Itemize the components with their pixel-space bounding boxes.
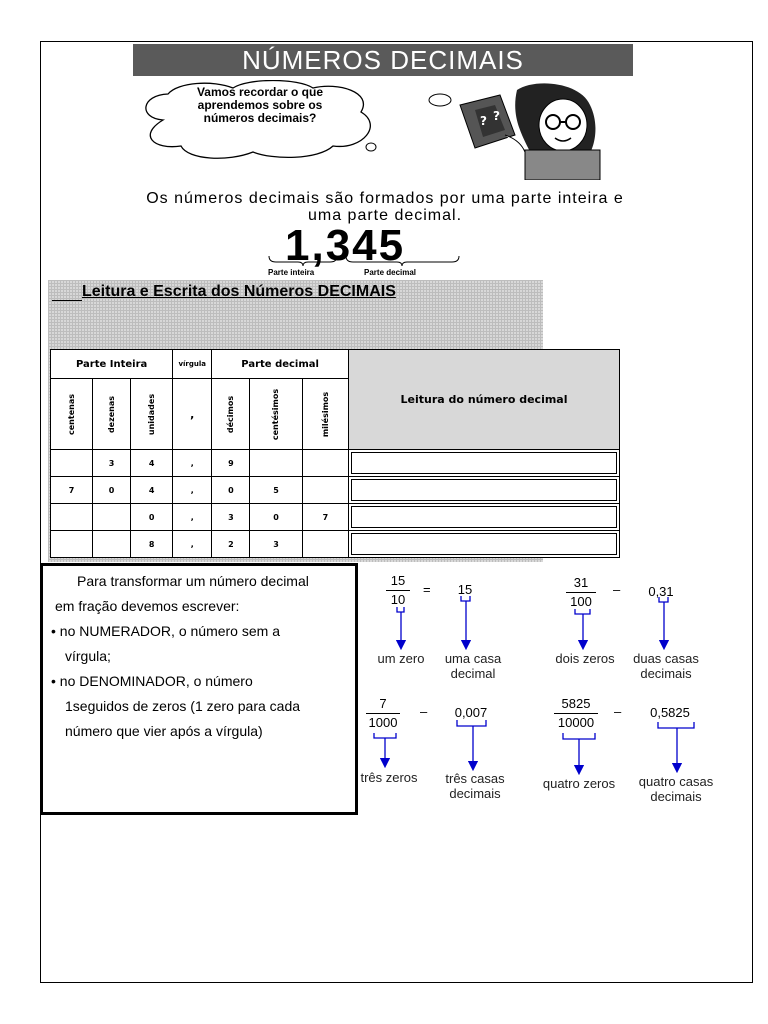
header-centesimos: centésimos <box>271 388 281 440</box>
cell-virgula: , <box>173 504 212 531</box>
cell-centesimos: 5 <box>250 477 302 504</box>
example-3-decimal: 0,007 <box>454 705 488 720</box>
cell-dezenas <box>92 504 130 531</box>
cell-virgula: , <box>173 531 212 558</box>
section-title: Leitura e Escrita dos Números DECIMAIS <box>82 283 396 300</box>
cell-centenas: 7 <box>51 477 93 504</box>
leitura-input[interactable] <box>351 452 617 474</box>
cell-unidades: 0 <box>131 504 173 531</box>
cell-milesimos: 7 <box>302 504 348 531</box>
example-1-fraction-bar <box>386 590 410 591</box>
leitura-header: Leitura do número decimal <box>349 350 620 450</box>
box-bullet-2: • no DENOMINADOR, o número <box>51 673 253 689</box>
cell-centenas <box>51 504 93 531</box>
box-bullet-1-cont: vírgula; <box>65 648 111 664</box>
cell-decimos: 2 <box>212 531 250 558</box>
cell-decimos: 0 <box>212 477 250 504</box>
parte-inteira-label: Parte inteira <box>268 268 315 277</box>
group-parte-decimal: Parte decimal <box>212 350 349 379</box>
thought-bubble-icon <box>426 90 456 110</box>
example-4-den-label: quatro zeros <box>542 776 616 791</box>
example-4-operator: – <box>614 704 622 719</box>
page-title: NÚMEROS DECIMAIS <box>133 44 633 76</box>
brace-parte-inteira <box>268 256 338 266</box>
cell-unidades: 4 <box>131 477 173 504</box>
example-2-fraction-bar <box>566 592 596 593</box>
example-number: 1,345 <box>285 221 406 270</box>
leitura-input[interactable] <box>351 533 617 555</box>
box-bullet-2-text: no DENOMINADOR, o número <box>59 673 253 689</box>
box-bullet-1-text: no NUMERADOR, o número sem a <box>59 623 280 639</box>
cell-milesimos <box>302 450 348 477</box>
example-2-decimal: 0,31 <box>648 584 674 599</box>
cell-milesimos <box>302 477 348 504</box>
example-3-den-label: três zeros <box>360 770 418 785</box>
cell-milesimos <box>302 531 348 558</box>
header-milesimos: milésimos <box>320 391 330 437</box>
table-row <box>51 531 620 558</box>
example-3-numerator: 7 <box>379 696 387 711</box>
example-1-numerator: 15 <box>390 573 406 588</box>
example-1-operator: = <box>423 582 431 597</box>
cell-virgula: , <box>173 450 212 477</box>
table-row <box>51 477 620 504</box>
example-1-den-label: um zero <box>377 651 425 666</box>
header-virgula: , <box>173 379 212 450</box>
example-4-denominator: 10000 <box>557 715 595 730</box>
cell-decimos: 9 <box>212 450 250 477</box>
cell-centenas <box>51 531 93 558</box>
intro-text: Os números decimais são formados por uma parte inteira e uma parte decimal. <box>146 190 624 224</box>
example-3-denominator: 1000 <box>368 715 398 730</box>
example-1-decimal: 15 <box>457 582 473 597</box>
example-1-denominator: 10 <box>390 592 406 607</box>
group-parte-inteira: Parte Inteira <box>51 350 173 379</box>
box-bullet-2-cont: 1seguidos de zeros (1 zero para cada <box>65 698 301 714</box>
cell-unidades: 8 <box>131 531 173 558</box>
example-4-dec-label: quatro casas decimais <box>638 774 714 804</box>
example-3-dec-label: três casas decimais <box>445 771 505 801</box>
example-2-den-label: dois zeros <box>555 651 615 666</box>
cell-centesimos <box>250 450 302 477</box>
section-title-underline <box>52 300 82 301</box>
explanation-box <box>40 563 358 815</box>
cell-decimos: 3 <box>212 504 250 531</box>
example-2-denominator: 100 <box>570 594 592 609</box>
example-4-numerator: 5825 <box>561 696 591 711</box>
box-line-1: Para transformar um número decimal <box>77 573 309 589</box>
header-unidades: unidades <box>147 393 157 435</box>
cell-centesimos: 0 <box>250 504 302 531</box>
header-dezenas: dezenas <box>107 395 117 433</box>
example-4-decimal: 0,5825 <box>650 705 690 720</box>
box-bullet-2-cont2: número que vier após a vírgula) <box>65 723 263 739</box>
leitura-input[interactable] <box>351 506 617 528</box>
leitura-input[interactable] <box>351 479 617 501</box>
cell-dezenas: 0 <box>92 477 130 504</box>
svg-text:?: ? <box>493 109 500 123</box>
place-value-table <box>50 349 620 558</box>
example-1-dec-label: uma casa decimal <box>444 651 502 681</box>
example-2-dec-label: duas casas decimais <box>633 651 699 681</box>
cell-virgula: , <box>173 477 212 504</box>
header-decimos: décimos <box>226 395 236 433</box>
svg-text:?: ? <box>480 114 487 128</box>
cell-dezenas <box>92 531 130 558</box>
example-3-fraction-bar <box>366 713 400 714</box>
cell-dezenas: 3 <box>92 450 130 477</box>
cell-centesimos: 3 <box>250 531 302 558</box>
cell-centenas <box>51 450 93 477</box>
cloud-text: Vamos recordar o que aprendemos sobre os números decimais? <box>196 85 324 125</box>
example-2-numerator: 31 <box>573 575 589 590</box>
table-row <box>51 504 620 531</box>
example-4-fraction-bar <box>554 713 598 714</box>
cell-unidades: 4 <box>131 450 173 477</box>
box-bullet-1: • no NUMERADOR, o número sem a <box>51 623 280 639</box>
parte-decimal-label: Parte decimal <box>364 268 417 277</box>
group-virgula: vírgula <box>173 350 212 379</box>
header-centenas: centenas <box>66 393 76 435</box>
example-2-operator: – <box>613 582 621 597</box>
table-row <box>51 450 620 477</box>
example-3-operator: – <box>420 704 428 719</box>
box-line-2: em fração devemos escrever: <box>55 598 240 614</box>
brace-parte-decimal <box>345 256 460 266</box>
girl-reading-icon <box>455 80 615 180</box>
